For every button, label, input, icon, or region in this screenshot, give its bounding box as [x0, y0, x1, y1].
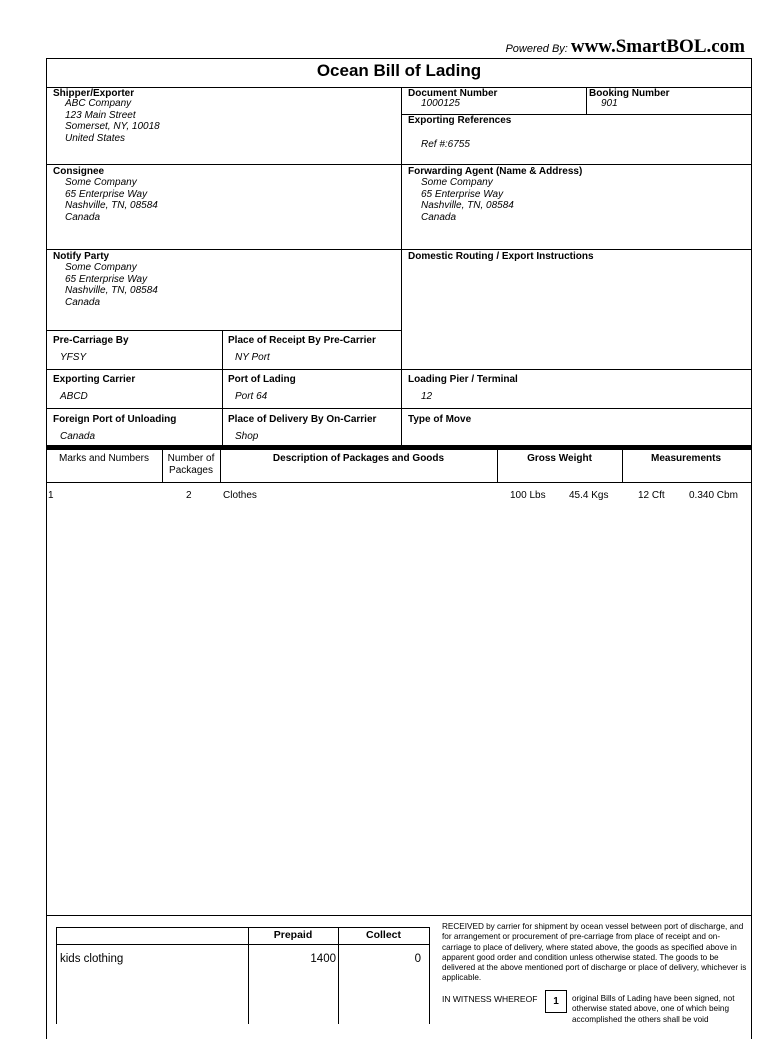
exporting-references-value: Ref #:6755 — [421, 139, 470, 150]
notify-party-line: Canada — [65, 296, 101, 308]
pre-carriage-label: Pre-Carriage By — [53, 335, 129, 346]
powered-by-line — [0, 36, 745, 58]
divider — [46, 249, 752, 250]
col-gross-weight: Gross Weight — [527, 453, 592, 464]
charge-collect: 0 — [414, 953, 421, 965]
shipper-line: 123 Main Street — [65, 109, 136, 121]
originals-count-box: 1 — [545, 990, 567, 1013]
exporting-references-label: Exporting References — [408, 115, 512, 126]
notify-party-line: Nashville, TN, 08584 — [65, 285, 158, 296]
col-marks-and-numbers: Marks and Numbers — [58, 453, 150, 464]
divider — [46, 330, 402, 331]
row-marks: 1 — [48, 490, 54, 501]
loading-pier-value: 12 — [421, 391, 433, 402]
site-logo-text[interactable]: www.SmartBOL.com — [570, 36, 745, 57]
col-number-of-packages-line: Number of — [167, 453, 215, 464]
divider — [248, 927, 249, 1024]
shipper-address — [65, 98, 160, 144]
divider — [338, 927, 339, 1024]
row-weight-kgs: 45.4 Kgs — [569, 490, 609, 501]
booking-number-value: 901 — [601, 98, 618, 109]
shipper-line: Somerset, NY, 10018 — [65, 121, 160, 132]
notify-party-line: 65 Enterprise Way — [65, 273, 148, 285]
row-weight-lbs: 100 Lbs — [510, 490, 546, 501]
place-of-delivery-label: Place of Delivery By On-Carrier — [228, 414, 377, 425]
document-number-value: 1000125 — [421, 98, 460, 109]
pre-carriage-value: YFSY — [60, 352, 87, 363]
consignee-line: Some Company — [65, 177, 137, 188]
notify-party-label: Notify Party — [53, 251, 110, 262]
col-description: Description of Packages and Goods — [272, 453, 445, 464]
divider — [46, 369, 752, 370]
divider — [46, 164, 752, 165]
divider — [429, 927, 430, 1024]
consignee-line: Canada — [65, 211, 101, 223]
col-prepaid: Prepaid — [273, 929, 313, 941]
section-divider-thick — [46, 445, 752, 450]
notify-party-address — [65, 262, 158, 308]
document-number-label: Document Number — [408, 88, 498, 99]
forwarding-agent-line: Canada — [421, 211, 457, 223]
forwarding-agent-line: 65 Enterprise Way — [421, 188, 504, 200]
consignee-address — [65, 177, 158, 223]
exporting-carrier-value: ABCD — [60, 391, 88, 402]
divider — [586, 87, 587, 114]
consignee-label: Consignee — [53, 166, 105, 177]
notify-party-line: Some Company — [65, 262, 137, 273]
document-title: Ocean Bill of Lading — [316, 61, 482, 80]
charge-item: kids clothing — [60, 953, 124, 965]
col-measurements: Measurements — [650, 453, 722, 464]
place-of-receipt-label: Place of Receipt By Pre-Carrier — [228, 335, 376, 346]
divider — [401, 87, 402, 445]
forwarding-agent-address — [421, 177, 514, 223]
col-collect: Collect — [365, 929, 401, 941]
port-of-lading-value: Port 64 — [235, 391, 268, 402]
place-of-delivery-value: Shop — [235, 431, 259, 442]
row-measure-cft: 12 Cft — [638, 490, 665, 501]
divider — [56, 944, 430, 945]
shipper-line: ABC Company — [65, 98, 132, 109]
consignee-line: 65 Enterprise Way — [65, 188, 148, 200]
exporting-carrier-label: Exporting Carrier — [53, 374, 136, 385]
consignee-line: Nashville, TN, 08584 — [65, 200, 158, 211]
type-of-move-label: Type of Move — [408, 414, 472, 425]
forwarding-agent-line: Some Company — [421, 177, 493, 188]
divider — [46, 408, 752, 409]
booking-number-label: Booking Number — [589, 88, 670, 99]
row-description: Clothes — [223, 490, 257, 501]
col-number-of-packages-line: Packages — [169, 465, 213, 476]
col-number-of-packages — [162, 453, 220, 477]
domestic-routing-label: Domestic Routing / Export Instructions — [408, 251, 594, 262]
foreign-port-label: Foreign Port of Unloading — [53, 414, 177, 425]
row-packages: 2 — [186, 490, 192, 501]
powered-by-label: Powered By: — [505, 43, 568, 55]
shipper-line: United States — [65, 132, 126, 144]
row-measure-cbm: 0.340 Cbm — [689, 490, 738, 501]
divider — [56, 927, 57, 1024]
charge-prepaid: 1400 — [310, 953, 336, 965]
forwarding-agent-line: Nashville, TN, 08584 — [421, 200, 514, 211]
forwarding-agent-label: Forwarding Agent (Name & Address) — [408, 166, 583, 177]
place-of-receipt-value: NY Port — [235, 352, 270, 363]
witness-label: IN WITNESS WHEREOF — [442, 994, 538, 1004]
shipper-label: Shipper/Exporter — [53, 88, 135, 99]
foreign-port-value: Canada — [60, 431, 96, 442]
originals-text: original Bills of Lading have been signed, not otherwise stated above, one of which being accomplished the others shall be void — [572, 994, 735, 1024]
loading-pier-label: Loading Pier / Terminal — [408, 374, 518, 385]
divider — [46, 482, 752, 483]
divider — [56, 927, 430, 928]
divider — [222, 330, 223, 445]
received-terms: RECEIVED by carrier for shipment by ocean vessel between port of discharge, and for arrangement or procurement of pre-carriage from place of receipt and on-carriage to place of delivery, where stated above, the goods as specified above in apparent good order and condition unless otherwise stated. The goods to be delivered at the above mentioned port of discharge or place of delivery, whichever is applicable. — [442, 922, 747, 983]
port-of-lading-label: Port of Lading — [228, 374, 296, 385]
divider — [46, 915, 752, 916]
